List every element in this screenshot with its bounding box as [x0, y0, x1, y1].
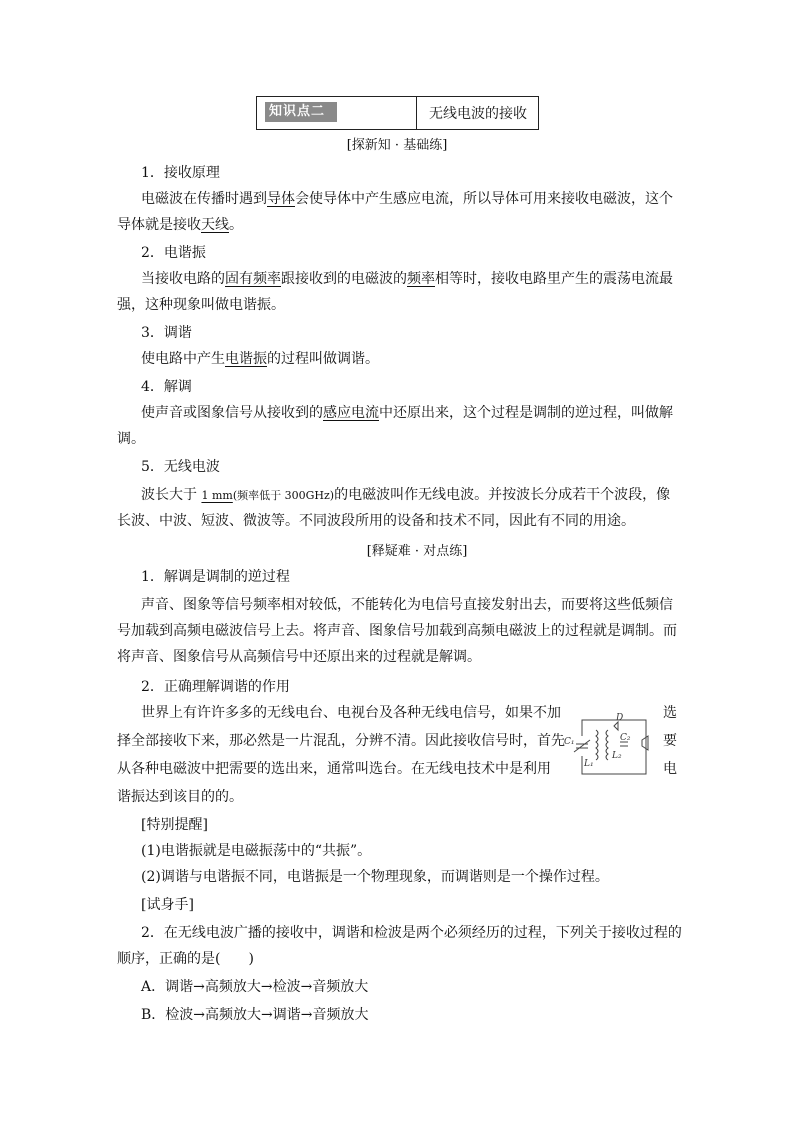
l2-coil — [606, 730, 608, 760]
s5-line1 — [141, 484, 670, 504]
question-line2: 顺序，正确的是( ) — [117, 951, 254, 967]
tip-1: (1)电谐振就是电磁振荡中的“共振”。 — [141, 843, 372, 859]
question-line1: 2．在无线电波广播的接收中，调谐和检波是两个必须经历的过程，下列关于接收过程的 — [141, 925, 682, 941]
s3-line1 — [141, 348, 379, 368]
e2-title: 2．正确理解调谐的作用 — [141, 679, 290, 695]
knowledge-point-tag: 知识点二 — [265, 102, 337, 122]
e2-line1-end: 选 — [663, 705, 677, 721]
s1-text-c: 导体就是接收 — [117, 217, 201, 233]
s1-line1 — [141, 188, 673, 208]
s5-underline-1mm: 1 mm — [201, 489, 233, 502]
s4-line2: 调。 — [117, 431, 145, 447]
s5-line2: 长波、中波、短波、微波等。不同波段所用的设备和技术不同，因此有不同的用途。 — [117, 513, 635, 529]
s1-text-d: 。 — [229, 217, 243, 233]
s3-text-a: 使电路中产生 — [141, 351, 225, 367]
s5-title: 5．无线电波 — [141, 459, 220, 475]
s1-line2 — [117, 214, 243, 234]
s2-underline-freq: 频率 — [407, 271, 435, 287]
try-label: [试身手] — [141, 897, 194, 913]
s4-line1 — [141, 402, 673, 422]
s2-line2: 强，这种现象叫做电谐振。 — [117, 297, 285, 313]
s3-underline-resonance: 电谐振 — [225, 351, 267, 367]
earphone-symbol — [642, 736, 648, 750]
s1-text-b: 会使导体中产生感应电流，所以导体可用来接收电磁波，这个 — [295, 191, 673, 207]
explain-label: [释疑难 · 对点练] — [366, 544, 468, 559]
s1-underline-antenna: 天线 — [201, 217, 229, 233]
section-title: 无线电波的接收 — [429, 106, 527, 122]
s2-underline-natural-freq: 固有频率 — [225, 271, 281, 287]
label-c1: C₁ — [564, 737, 575, 747]
e1-line1: 声音、图象等信号频率相对较低，不能转化为电信号直接发射出去，而要将这些低频信 — [141, 597, 673, 613]
s4-text-a: 使声音或图象信号从接收到的 — [141, 405, 323, 421]
s1-title: 1．接收原理 — [141, 165, 220, 181]
diode-symbol — [614, 722, 618, 730]
explore-label: [探新知 · 基础练] — [346, 138, 448, 153]
option-b: B．检波→高频放大→调谐→音频放大 — [141, 1007, 369, 1023]
e1-title: 1．解调是调制的逆过程 — [141, 569, 290, 585]
label-c2: C₂ — [620, 733, 631, 743]
e2-line2: 择全部接收下来，那必然是一片混乱，分辨不清。因此接收信号时，首先 — [117, 733, 565, 749]
s2-line1 — [141, 268, 673, 288]
l1-coil — [596, 730, 598, 760]
option-a: A．调谐→高频放大→检波→音频放大 — [141, 979, 369, 995]
label-l1: L₁ — [584, 759, 594, 769]
s4-underline-induced-current: 感应电流 — [323, 405, 379, 421]
e2-line4: 谐振达到该目的的。 — [117, 789, 243, 805]
label-l2: L₂ — [612, 751, 622, 761]
s2-text-b: 跟接收到的电磁波的 — [281, 271, 407, 287]
s3-title: 3．调谐 — [141, 325, 192, 341]
knowledge-point-header — [256, 96, 539, 130]
s5-text-c: 的电磁波叫作无线电波。并按波长分成若干个波段，像 — [334, 487, 671, 503]
s4-title: 4．解调 — [141, 379, 192, 395]
e2-line1: 世界上有许许多多的无线电台、电视台及各种无线电信号，如果不加 — [141, 705, 561, 721]
e2-line2-end: 要 — [663, 733, 677, 749]
s1-underline-conductor: 导体 — [267, 191, 295, 207]
s4-text-b: 中还原出来，这个过程是调制的逆过程，叫做解 — [379, 405, 673, 421]
s5-text-a: 波长大于 — [141, 487, 202, 503]
tips-label: [特别提醒] — [141, 817, 208, 833]
s3-text-b: 的过程叫做调谐。 — [267, 351, 379, 367]
e1-line3: 将声音、图象信号从高频信号中还原出来的过程就是解调。 — [117, 649, 481, 665]
tip-2: (2)调谐与电谐振不同，电谐振是一个物理现象，而调谐则是一个操作过程。 — [141, 869, 609, 885]
s1-text-a: 电磁波在传播时遇到 — [141, 191, 267, 207]
s2-text-a: 当接收电路的 — [141, 271, 225, 287]
s2-title: 2．电谐振 — [141, 245, 206, 261]
tuning-circuit-diagram — [562, 712, 654, 778]
e2-line3: 从各种电磁波中把需要的选出来，通常叫选台。在无线电技术中是利用 — [117, 761, 551, 777]
label-d: D — [616, 713, 624, 723]
e2-line3-end: 电 — [663, 761, 677, 777]
s2-text-c: 相等时，接收电路里产生的震荡电流最 — [435, 271, 673, 287]
e1-line2: 号加载到高频电磁波信号上去。将声音、图象信号加载到高频电磁波上的过程就是调制。而 — [117, 623, 677, 639]
s5-freq-note: (频率低于 300GHz) — [232, 489, 335, 502]
header-tag-cell — [257, 97, 417, 129]
